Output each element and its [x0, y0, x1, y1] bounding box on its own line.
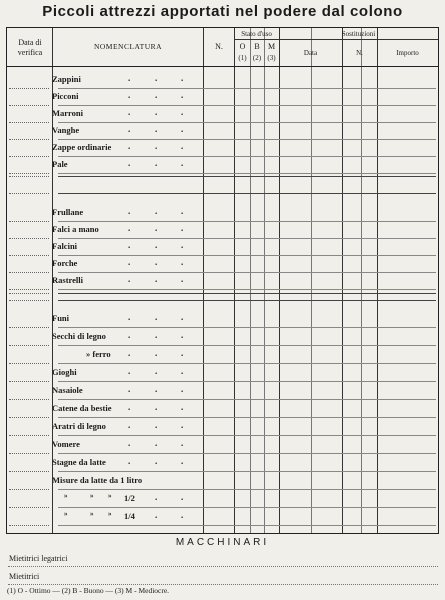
row-line-verifica [9, 453, 49, 454]
header-n: N. [215, 42, 223, 51]
label-mietitrici-legatrici: Mietitrici legatrici [9, 554, 68, 563]
row-line-verifica [9, 489, 49, 490]
leader-dot: . [155, 312, 158, 322]
leader-dot: . [155, 456, 158, 466]
row-line-verifica [9, 272, 49, 273]
row-line-verifica [9, 88, 49, 89]
row-line [58, 345, 436, 346]
item-label: Aratri di legno [52, 421, 106, 431]
leader-dot: . [128, 124, 131, 134]
row-line-verifica [9, 300, 49, 301]
leader-dot: . [128, 90, 131, 100]
row-line [58, 272, 436, 273]
leader-dot: . [128, 223, 131, 233]
footer-divider [8, 566, 438, 567]
row-line [58, 507, 436, 508]
row-line-verifica [9, 399, 49, 400]
row-line [58, 238, 436, 239]
leader-dot: . [181, 348, 184, 358]
row-line-verifica [9, 327, 49, 328]
row-line [58, 122, 436, 123]
ditto-mark: » [64, 492, 68, 500]
ditto-mark: » [90, 510, 94, 518]
header-sostituzioni: Sostituzioni [341, 30, 376, 38]
item-label: 1/2 [124, 493, 135, 503]
leader-dot: . [181, 274, 184, 284]
leader-dot: . [181, 206, 184, 216]
row-line [58, 255, 436, 256]
leader-dot: . [181, 107, 184, 117]
row-line-verifica [9, 471, 49, 472]
item-label: » ferro [86, 349, 111, 359]
leader-dot: . [128, 141, 131, 151]
row-line-verifica [9, 345, 49, 346]
leader-dot: . [181, 492, 184, 502]
leader-dot: . [155, 223, 158, 233]
row-line-verifica [9, 238, 49, 239]
leader-dot: . [155, 366, 158, 376]
leader-dot: . [155, 384, 158, 394]
row-line [58, 193, 436, 194]
row-line [58, 300, 436, 301]
row-line-verifica [9, 417, 49, 418]
legend-note: (1) O - Ottimo — (2) B - Buono — (3) M - Mediocre. [7, 586, 170, 595]
leader-dot: . [181, 366, 184, 376]
leader-dot: . [181, 330, 184, 340]
row-line [58, 417, 436, 418]
row-line-verifica [9, 156, 49, 157]
header-divider [279, 39, 438, 40]
row-line-verifica [9, 176, 49, 177]
row-line-verifica [9, 139, 49, 140]
row-line-verifica [9, 173, 49, 174]
leader-dot: . [155, 73, 158, 83]
leader-dot: . [128, 206, 131, 216]
header-sost-importo: Importo [396, 49, 419, 57]
item-label: Secchi di legno [52, 331, 106, 341]
col-divider [234, 28, 235, 533]
leader-dot: . [181, 73, 184, 83]
header-o-num: (1) [238, 54, 247, 62]
item-label: Zappini [52, 74, 81, 84]
row-line [58, 293, 436, 294]
leader-dot: . [181, 90, 184, 100]
item-label: Misure da latte da 1 litro [52, 475, 143, 485]
item-label: Gioghi [52, 367, 77, 377]
leader-dot: . [181, 510, 184, 520]
row-line [58, 525, 436, 526]
header-b-num: (2) [252, 54, 262, 62]
header-b: B [254, 42, 260, 51]
header-stato-uso: Stato d'uso [241, 30, 272, 38]
leader-dot: . [155, 492, 158, 502]
leader-dot: . [181, 384, 184, 394]
item-label: Stagne da latte [52, 457, 106, 467]
leader-dot: . [155, 274, 158, 284]
leader-dot: . [128, 402, 131, 412]
leader-dot: . [155, 158, 158, 168]
col-divider [377, 28, 378, 533]
row-line-verifica [9, 525, 49, 526]
item-label: Frullane [52, 207, 84, 217]
ditto-mark: » [90, 492, 94, 500]
row-line [58, 453, 436, 454]
ditto-mark: » [64, 510, 68, 518]
header-sost-data: Data [303, 49, 318, 57]
row-line [58, 176, 436, 177]
item-label: Funi [52, 313, 70, 323]
row-line [58, 381, 436, 382]
leader-dot: . [128, 73, 131, 83]
row-line-verifica [9, 105, 49, 106]
row-line-verifica [9, 193, 49, 194]
header-bottom [7, 66, 438, 67]
leader-dot: . [155, 420, 158, 430]
col-divider [203, 28, 204, 533]
header-o: O [239, 42, 246, 51]
leader-dot: . [155, 240, 158, 250]
row-line [58, 471, 436, 472]
leader-dot: . [181, 240, 184, 250]
leader-dot: . [181, 402, 184, 412]
col-divider [311, 28, 312, 533]
row-line [58, 327, 436, 328]
item-label: Picconi [52, 91, 79, 101]
row-line-verifica [9, 435, 49, 436]
leader-dot: . [128, 257, 131, 267]
leader-dot: . [128, 274, 131, 284]
header-nomenclatura: NOMENCLATURA [93, 42, 163, 51]
row-line [58, 156, 436, 157]
leader-dot: . [155, 438, 158, 448]
leader-dot: . [155, 124, 158, 134]
section-macchinari: MACCHINARI [175, 537, 270, 548]
leader-dot: . [181, 223, 184, 233]
leader-dot: . [155, 90, 158, 100]
item-label: Vomere [52, 439, 80, 449]
row-line [58, 139, 436, 140]
row-line-verifica [9, 381, 49, 382]
leader-dot: . [155, 141, 158, 151]
leader-dot: . [155, 330, 158, 340]
col-divider [250, 28, 251, 533]
label-mietitrici: Mietitrici [9, 572, 40, 581]
leader-dot: . [155, 206, 158, 216]
header-data-verifica: Data di verifica [17, 38, 43, 57]
col-divider [279, 28, 280, 533]
header-divider [234, 39, 279, 40]
item-label: Forche [52, 258, 78, 268]
item-label: Marroni [52, 108, 84, 118]
row-line-verifica [9, 221, 49, 222]
leader-dot: . [181, 438, 184, 448]
row-line-verifica [9, 293, 49, 294]
leader-dot: . [128, 438, 131, 448]
row-line-verifica [9, 289, 49, 290]
leader-dot: . [181, 456, 184, 466]
leader-dot: . [128, 240, 131, 250]
leader-dot: . [128, 348, 131, 358]
leader-dot: . [155, 257, 158, 267]
leader-dot: . [128, 330, 131, 340]
row-line-verifica [9, 122, 49, 123]
header-m-num: (3) [267, 54, 276, 62]
leader-dot: . [155, 107, 158, 117]
row-line-verifica [9, 255, 49, 256]
header-m: M [267, 42, 276, 51]
item-label: Zappe ordinarie [52, 142, 112, 152]
leader-dot: . [155, 510, 158, 520]
row-line-verifica [9, 363, 49, 364]
leader-dot: . [128, 420, 131, 430]
item-label: Nasaiole [52, 385, 83, 395]
row-line [58, 435, 436, 436]
leader-dot: . [181, 141, 184, 151]
row-line-verifica [9, 507, 49, 508]
item-label: Falcini [52, 241, 78, 251]
leader-dot: . [128, 312, 131, 322]
item-label: Rastrelli [52, 275, 84, 285]
col-divider [361, 28, 362, 533]
leader-dot: . [128, 456, 131, 466]
row-line [58, 289, 436, 290]
leader-dot: . [155, 348, 158, 358]
row-line [58, 88, 436, 89]
col-divider [342, 28, 343, 533]
leader-dot: . [181, 420, 184, 430]
leader-dot: . [181, 257, 184, 267]
row-line [58, 489, 436, 490]
item-label: Vanghe [52, 125, 80, 135]
row-line [58, 399, 436, 400]
row-line [58, 221, 436, 222]
col-divider [264, 28, 265, 533]
row-line [58, 363, 436, 364]
leader-dot: . [155, 402, 158, 412]
leader-dot: . [181, 312, 184, 322]
ditto-mark: » [108, 510, 112, 518]
item-label: 1/4 [124, 511, 135, 521]
leader-dot: . [128, 384, 131, 394]
page-title: Piccoli attrezzi apportati nel podere dal colono [42, 3, 403, 20]
row-line [58, 173, 436, 174]
leader-dot: . [128, 107, 131, 117]
row-line [58, 105, 436, 106]
leader-dot: . [128, 366, 131, 376]
item-label: Falci a mano [52, 224, 99, 234]
item-label: Pale [52, 159, 68, 169]
leader-dot: . [128, 158, 131, 168]
leader-dot: . [181, 158, 184, 168]
ditto-mark: » [108, 492, 112, 500]
item-label: Catene da bestie [52, 403, 112, 413]
header-sost-n: N. [356, 49, 363, 57]
footer-divider [8, 584, 438, 585]
leader-dot: . [181, 124, 184, 134]
